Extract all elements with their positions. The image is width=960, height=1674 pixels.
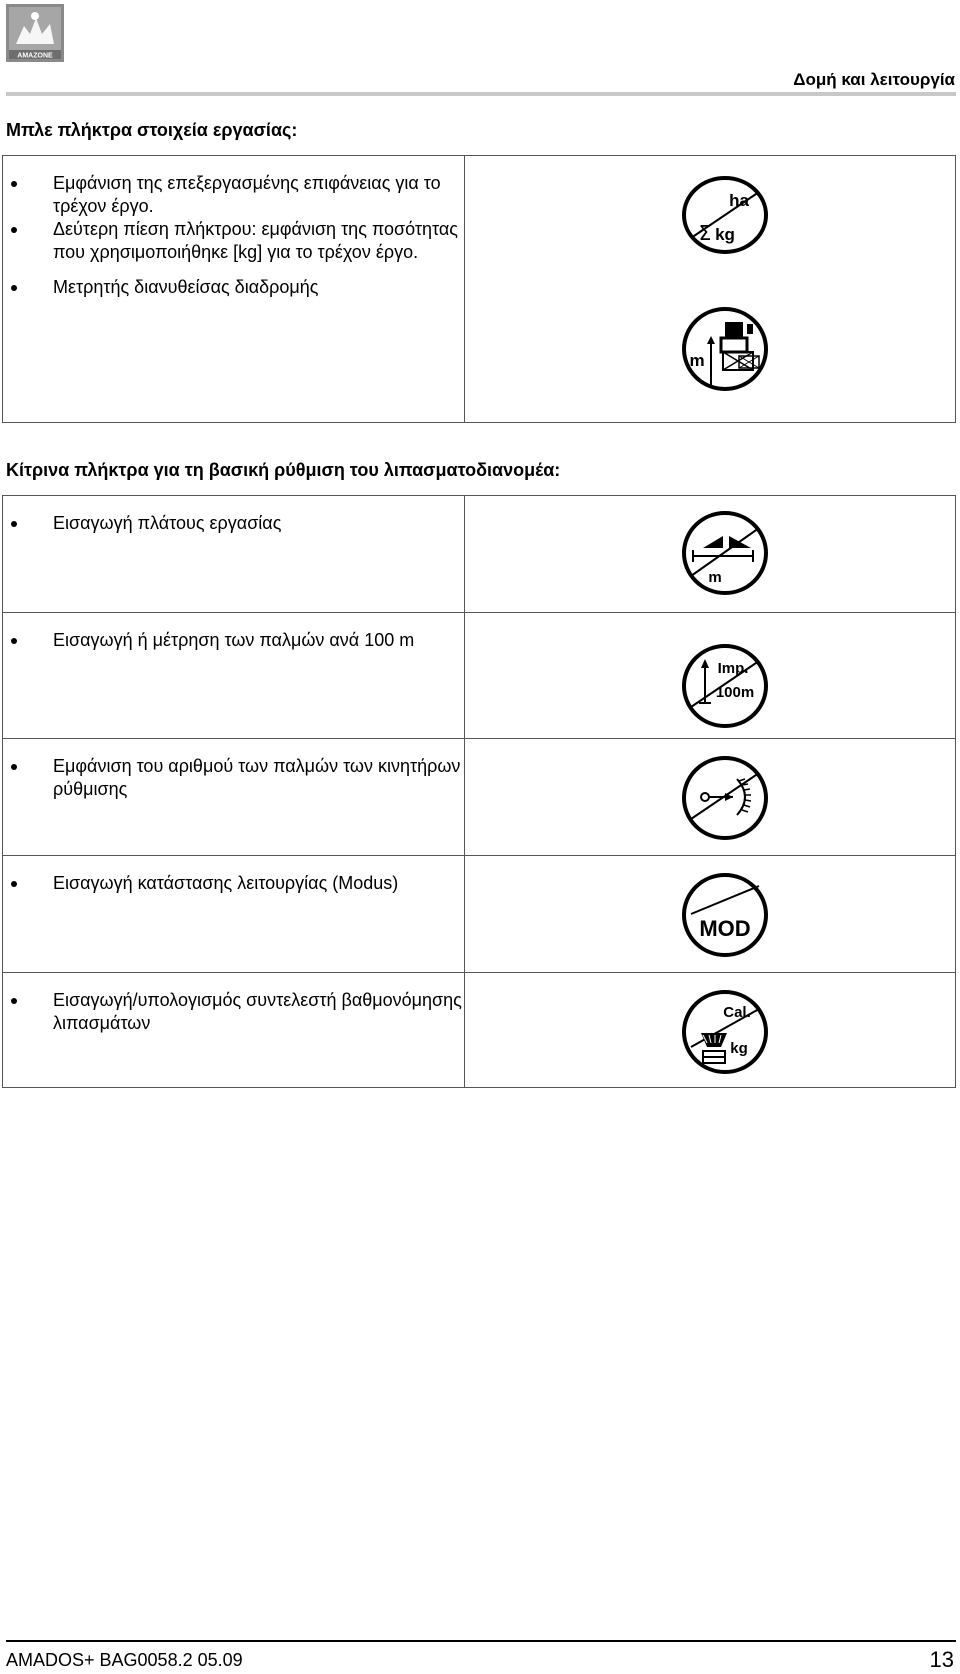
document-reference: AMADOS+ BAG0058.2 05.09 — [6, 1650, 243, 1670]
svg-text:Σ: Σ — [698, 221, 712, 245]
yellow-key-row-description — [3, 496, 465, 613]
blue-keys-description — [3, 156, 465, 423]
svg-text:MOD: MOD — [699, 916, 751, 941]
yellow-key-row-description — [3, 973, 465, 1088]
footer-divider — [6, 1640, 956, 1642]
svg-text:ha: ha — [729, 191, 749, 210]
yellow-keys-heading: Κίτρινα πλήκτρα για τη βασική ρύθμιση του λιπασματοδιανομέα: — [6, 460, 561, 480]
page-number: 13 — [929, 1647, 954, 1672]
bullet-item: Εισαγωγή ή μέτρηση των παλμών ανά 100 m — [3, 629, 464, 652]
bullet-item: Εμφάνιση της επεξεργασμένης επιφάνειας για το τρέχον έργο. — [3, 172, 464, 218]
svg-text:AMAZONE: AMAZONE — [17, 52, 53, 60]
yellow-key-row-description — [3, 739, 465, 856]
section-title: Δομή και λειτουργία — [793, 70, 955, 89]
svg-text:m: m — [689, 351, 705, 370]
svg-text:kg: kg — [730, 1040, 748, 1057]
calibration-key-icon — [681, 987, 769, 1077]
distance-meter-key-icon — [681, 304, 769, 394]
mode-key-icon — [681, 870, 769, 960]
svg-text:100m: 100m — [715, 684, 755, 701]
impulses-per-100m-key-icon — [681, 641, 769, 731]
yellow-key-row-description — [3, 613, 465, 739]
ha-sum-kg-key-icon — [681, 174, 769, 256]
actuator-impulses-key-icon — [681, 753, 769, 843]
bullet-item: Εισαγωγή πλάτους εργασίας — [3, 512, 464, 535]
bullet-item: Εμφάνιση του αριθμού των παλμών των κινητήρων ρύθμισης — [3, 755, 464, 801]
blue-keys-table — [2, 155, 956, 423]
svg-text:m: m — [708, 569, 722, 586]
yellow-key-row-description — [3, 856, 465, 973]
bullet-item: Εισαγωγή/υπολογισμός συντελεστή βαθμονόμησης λιπασμάτων — [3, 989, 464, 1035]
yellow-keys-table — [2, 495, 956, 1088]
bullet-item: Δεύτερη πίεση πλήκτρου: εμφάνιση της ποσότητας που χρησιμοποιήθηκε [kg] για το τρέχον έργο. — [3, 218, 464, 264]
svg-text:Cal.: Cal. — [723, 1004, 751, 1021]
header-divider — [6, 92, 956, 96]
blue-keys-icons — [465, 156, 956, 423]
amazone-logo — [6, 4, 64, 62]
svg-text:kg: kg — [715, 225, 735, 244]
bullet-item: Μετρητής διανυθείσας διαδρομής — [3, 276, 464, 299]
working-width-key-icon — [681, 508, 769, 598]
blue-keys-heading: Μπλε πλήκτρα στοιχεία εργασίας: — [6, 120, 298, 140]
bullet-item: Εισαγωγή κατάστασης λειτουργίας (Modus) — [3, 872, 464, 895]
svg-text:Imp.: Imp. — [717, 660, 749, 677]
